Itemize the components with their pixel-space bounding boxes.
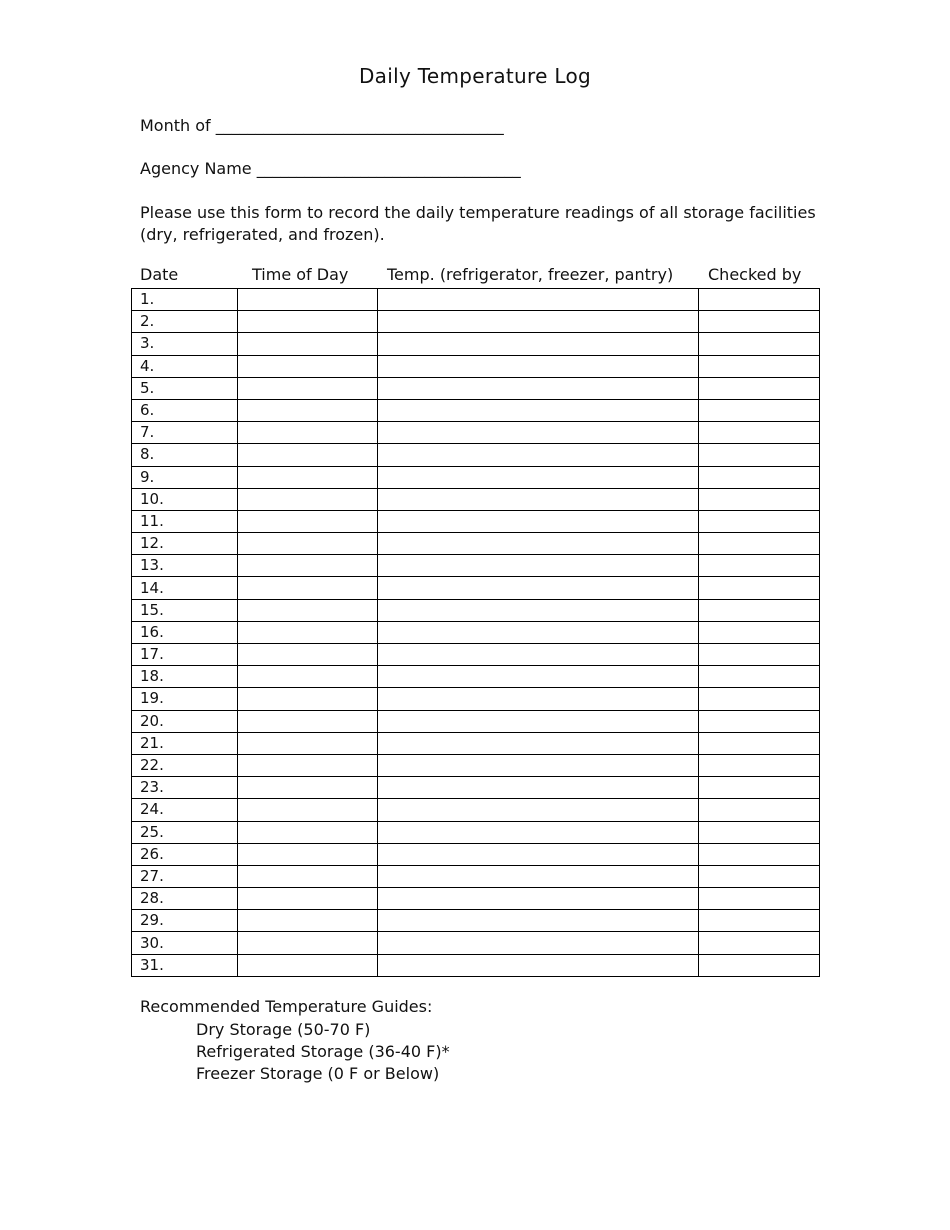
checked-by-cell[interactable]: [699, 599, 820, 621]
date-cell: 20.: [132, 710, 238, 732]
table-row: [132, 533, 820, 555]
time-of-day-cell[interactable]: [238, 621, 378, 643]
checked-by-cell[interactable]: [699, 377, 820, 399]
time-of-day-cell[interactable]: [238, 333, 378, 355]
date-cell: 9.: [132, 466, 238, 488]
checked-by-cell[interactable]: [699, 510, 820, 532]
table-row: [132, 710, 820, 732]
temperature-log-table: [131, 288, 820, 977]
time-of-day-cell[interactable]: [238, 555, 378, 577]
date-cell: 10.: [132, 488, 238, 510]
date-cell: 15.: [132, 599, 238, 621]
temp-cell[interactable]: [378, 599, 699, 621]
table-row: [132, 932, 820, 954]
temp-cell[interactable]: [378, 555, 699, 577]
date-cell: 29.: [132, 910, 238, 932]
time-of-day-cell[interactable]: [238, 954, 378, 976]
time-of-day-cell[interactable]: [238, 865, 378, 887]
temp-cell[interactable]: [378, 710, 699, 732]
checked-by-cell[interactable]: [699, 466, 820, 488]
temp-cell[interactable]: [378, 488, 699, 510]
temp-cell[interactable]: [378, 577, 699, 599]
date-cell: 5.: [132, 377, 238, 399]
table-row: [132, 577, 820, 599]
page-title: Daily Temperature Log: [358, 64, 592, 88]
checked-by-cell[interactable]: [699, 289, 820, 311]
guides-list: [196, 1019, 450, 1085]
temp-cell[interactable]: [378, 289, 699, 311]
temp-cell[interactable]: [378, 732, 699, 754]
date-cell: 16.: [132, 621, 238, 643]
table-row: [132, 754, 820, 776]
checked-by-cell[interactable]: [699, 488, 820, 510]
table-row: [132, 865, 820, 887]
table-row: [132, 488, 820, 510]
checked-by-cell[interactable]: [699, 821, 820, 843]
time-of-day-cell[interactable]: [238, 688, 378, 710]
column-header-checked-by: Checked by: [708, 265, 802, 284]
time-of-day-cell[interactable]: [238, 399, 378, 421]
temp-cell[interactable]: [378, 399, 699, 421]
temp-cell[interactable]: [378, 644, 699, 666]
date-cell: 12.: [132, 533, 238, 555]
date-cell: 11.: [132, 510, 238, 532]
table-row: [132, 799, 820, 821]
temp-cell[interactable]: [378, 311, 699, 333]
column-header-temp: Temp. (refrigerator, freezer, pantry): [387, 265, 674, 284]
temp-cell[interactable]: [378, 355, 699, 377]
date-cell: 18.: [132, 666, 238, 688]
checked-by-cell[interactable]: [699, 843, 820, 865]
date-cell: 17.: [132, 644, 238, 666]
date-cell: 26.: [132, 843, 238, 865]
checked-by-cell[interactable]: [699, 777, 820, 799]
table-row: [132, 422, 820, 444]
time-of-day-cell[interactable]: [238, 666, 378, 688]
date-cell: 14.: [132, 577, 238, 599]
table-row: [132, 688, 820, 710]
guide-dry-storage: Dry Storage (50-70 F): [196, 1020, 371, 1039]
date-cell: 19.: [132, 688, 238, 710]
table-row: [132, 466, 820, 488]
checked-by-cell[interactable]: [699, 932, 820, 954]
guide-refrigerated-storage: Refrigerated Storage (36-40 F)*: [196, 1042, 450, 1061]
date-cell: 28.: [132, 888, 238, 910]
temp-cell[interactable]: [378, 466, 699, 488]
checked-by-cell[interactable]: [699, 910, 820, 932]
column-header-time-of-day: Time of Day: [252, 265, 349, 284]
table-row: [132, 777, 820, 799]
checked-by-cell[interactable]: [699, 399, 820, 421]
table-row: [132, 555, 820, 577]
time-of-day-cell[interactable]: [238, 799, 378, 821]
table-row: [132, 377, 820, 399]
date-cell: 2.: [132, 311, 238, 333]
time-of-day-cell[interactable]: [238, 577, 378, 599]
time-of-day-cell[interactable]: [238, 910, 378, 932]
time-of-day-cell[interactable]: [238, 444, 378, 466]
table-row: [132, 289, 820, 311]
time-of-day-cell[interactable]: [238, 377, 378, 399]
table-row: [132, 644, 820, 666]
checked-by-cell[interactable]: [699, 888, 820, 910]
date-cell: 30.: [132, 932, 238, 954]
temp-cell[interactable]: [378, 422, 699, 444]
checked-by-cell[interactable]: [699, 954, 820, 976]
temp-cell[interactable]: [378, 799, 699, 821]
table-row: [132, 666, 820, 688]
time-of-day-cell[interactable]: [238, 821, 378, 843]
time-of-day-cell[interactable]: [238, 932, 378, 954]
checked-by-cell[interactable]: [699, 710, 820, 732]
table-row: [132, 355, 820, 377]
temp-cell[interactable]: [378, 777, 699, 799]
date-cell: 22.: [132, 754, 238, 776]
table-row: [132, 910, 820, 932]
temp-cell[interactable]: [378, 688, 699, 710]
checked-by-cell[interactable]: [699, 555, 820, 577]
date-cell: 7.: [132, 422, 238, 444]
agency-name-field[interactable]: Agency Name _________________________________: [140, 159, 521, 178]
temp-cell[interactable]: [378, 333, 699, 355]
temp-cell[interactable]: [378, 888, 699, 910]
column-header-date: Date: [140, 265, 179, 284]
checked-by-cell[interactable]: [699, 533, 820, 555]
checked-by-cell[interactable]: [699, 865, 820, 887]
temp-cell[interactable]: [378, 666, 699, 688]
checked-by-cell[interactable]: [699, 799, 820, 821]
table-row: [132, 311, 820, 333]
time-of-day-cell[interactable]: [238, 488, 378, 510]
checked-by-cell[interactable]: [699, 422, 820, 444]
checked-by-cell[interactable]: [699, 688, 820, 710]
checked-by-cell[interactable]: [699, 444, 820, 466]
checked-by-cell[interactable]: [699, 355, 820, 377]
date-cell: 8.: [132, 444, 238, 466]
date-cell: 23.: [132, 777, 238, 799]
temp-cell[interactable]: [378, 621, 699, 643]
checked-by-cell[interactable]: [699, 666, 820, 688]
instructions-text: Please use this form to record the daily temperature readings of all storage facilities (dry, refrigerated, and frozen).: [140, 203, 816, 244]
time-of-day-cell[interactable]: [238, 599, 378, 621]
temp-cell[interactable]: [378, 444, 699, 466]
temp-cell[interactable]: [378, 821, 699, 843]
temp-cell[interactable]: [378, 510, 699, 532]
time-of-day-cell[interactable]: [238, 466, 378, 488]
table-row: [132, 821, 820, 843]
table-row: [132, 333, 820, 355]
temp-cell[interactable]: [378, 954, 699, 976]
date-cell: 27.: [132, 865, 238, 887]
date-cell: 31.: [132, 954, 238, 976]
checked-by-cell[interactable]: [699, 311, 820, 333]
temp-cell[interactable]: [378, 533, 699, 555]
checked-by-cell[interactable]: [699, 621, 820, 643]
temp-cell[interactable]: [378, 865, 699, 887]
time-of-day-cell[interactable]: [238, 644, 378, 666]
guide-freezer-storage: Freezer Storage (0 F or Below): [196, 1064, 440, 1083]
date-cell: 4.: [132, 355, 238, 377]
temp-cell[interactable]: [378, 932, 699, 954]
temp-cell[interactable]: [378, 377, 699, 399]
time-of-day-cell[interactable]: [238, 533, 378, 555]
table-row: [132, 510, 820, 532]
checked-by-cell[interactable]: [699, 333, 820, 355]
month-of-field[interactable]: Month of ____________________________________: [140, 116, 504, 135]
time-of-day-cell[interactable]: [238, 754, 378, 776]
temp-cell[interactable]: [378, 843, 699, 865]
date-cell: 13.: [132, 555, 238, 577]
checked-by-cell[interactable]: [699, 577, 820, 599]
time-of-day-cell[interactable]: [238, 843, 378, 865]
checked-by-cell[interactable]: [699, 732, 820, 754]
time-of-day-cell[interactable]: [238, 510, 378, 532]
time-of-day-cell[interactable]: [238, 355, 378, 377]
table-row: [132, 843, 820, 865]
time-of-day-cell[interactable]: [238, 311, 378, 333]
guides-title: Recommended Temperature Guides:: [140, 997, 433, 1016]
table-row: [132, 399, 820, 421]
date-cell: 1.: [132, 289, 238, 311]
date-cell: 21.: [132, 732, 238, 754]
time-of-day-cell[interactable]: [238, 777, 378, 799]
time-of-day-cell[interactable]: [238, 422, 378, 444]
date-cell: 24.: [132, 799, 238, 821]
table-row: [132, 888, 820, 910]
time-of-day-cell[interactable]: [238, 289, 378, 311]
time-of-day-cell[interactable]: [238, 732, 378, 754]
table-row: [132, 954, 820, 976]
table-row: [132, 732, 820, 754]
date-cell: 6.: [132, 399, 238, 421]
time-of-day-cell[interactable]: [238, 888, 378, 910]
checked-by-cell[interactable]: [699, 754, 820, 776]
time-of-day-cell[interactable]: [238, 710, 378, 732]
checked-by-cell[interactable]: [699, 644, 820, 666]
temp-cell[interactable]: [378, 754, 699, 776]
date-cell: 3.: [132, 333, 238, 355]
temp-cell[interactable]: [378, 910, 699, 932]
table-row: [132, 621, 820, 643]
date-cell: 25.: [132, 821, 238, 843]
table-row: [132, 599, 820, 621]
table-row: [132, 444, 820, 466]
